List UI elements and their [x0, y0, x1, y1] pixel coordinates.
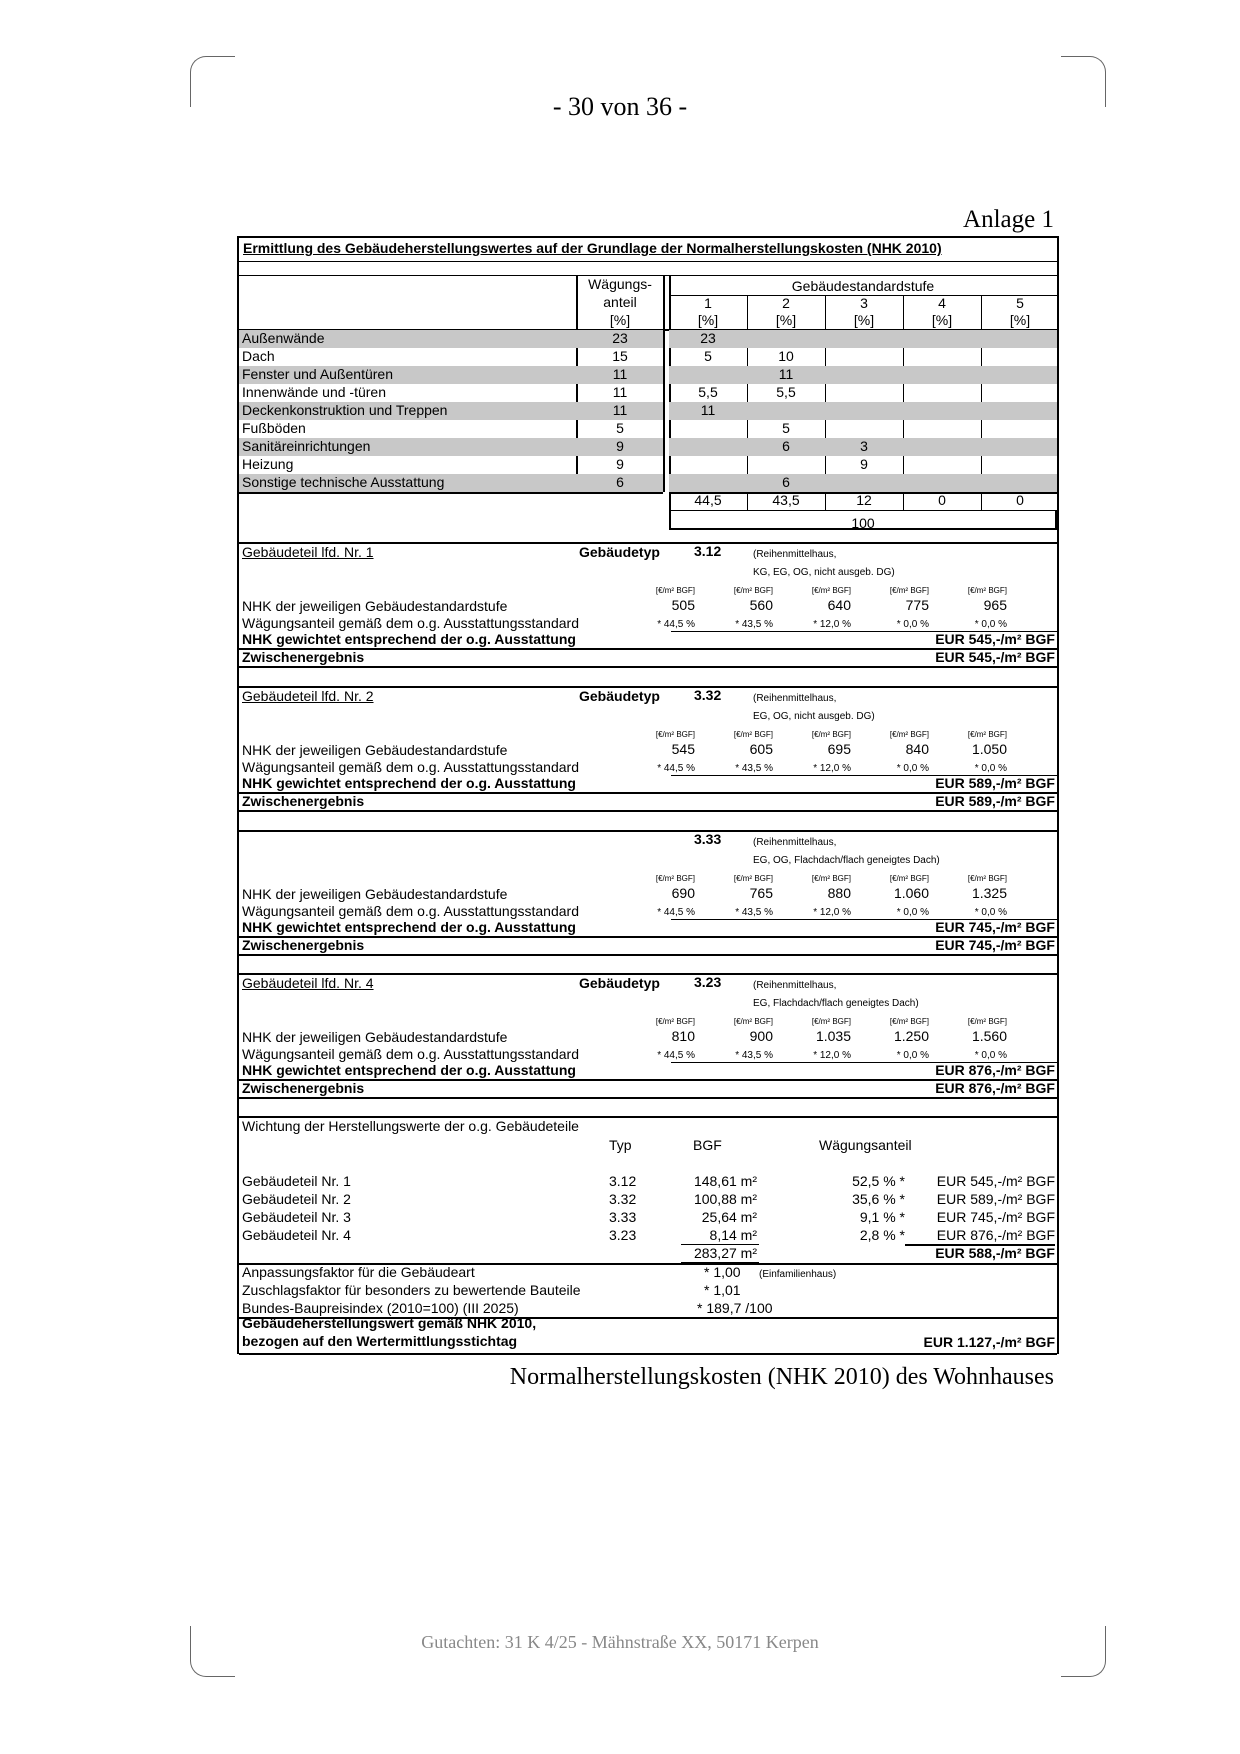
component-weight: 9	[616, 438, 624, 454]
unit-label: [€/m² BGF]	[967, 1017, 1007, 1026]
weighted-row-label: NHK gewichtet entsprechend der o.g. Ausstattung	[242, 775, 576, 791]
component-name: Deckenkonstruktion und Treppen	[242, 402, 448, 418]
unit-label: [€/m² BGF]	[811, 586, 851, 595]
weighted-value: EUR 589,-/m² BGF	[935, 775, 1055, 791]
interim-value: EUR 589,-/m² BGF	[935, 793, 1055, 809]
page-number: - 30 von 36 -	[552, 92, 688, 121]
weight-value: * 12,0 %	[813, 763, 851, 774]
unit-label: [€/m² BGF]	[967, 874, 1007, 883]
component-value: 11	[700, 402, 716, 418]
summary-row-name: Gebäudeteil Nr. 1	[242, 1173, 351, 1189]
component-name: Außenwände	[242, 330, 325, 346]
building-type-description: KG, EG, OG, nicht ausgeb. DG)	[753, 567, 895, 578]
nhk-value: 545	[671, 741, 695, 757]
summary-col-bgf: BGF	[693, 1137, 722, 1153]
component-weight: 11	[612, 402, 628, 418]
nhk-value: 695	[827, 741, 851, 757]
part-label: Gebäudeteil lfd. Nr. 4	[242, 975, 374, 991]
weight-value: * 0,0 %	[896, 907, 929, 918]
nhk-value: 1.325	[971, 885, 1007, 901]
component-weight: 5	[616, 420, 624, 436]
summary-row-type: 3.12	[609, 1173, 637, 1189]
nhk-value: 765	[749, 885, 773, 901]
annex-label: Anlage 1	[963, 206, 1054, 233]
row-shading	[669, 366, 1057, 384]
table-title: Ermittlung des Gebäudeherstellungswertes auf der Grundlage der Normalherstellungskosten (NHK 2010)	[243, 240, 942, 256]
unit-label: [€/m² BGF]	[655, 586, 695, 595]
unit-label: [€/m² BGF]	[733, 874, 773, 883]
bgf-total: 283,27 m²	[693, 1245, 757, 1261]
level-unit-5: [%]	[1009, 312, 1031, 328]
weight-value: * 44,5 %	[657, 907, 695, 918]
standard-header: Gebäudestandardstufe	[791, 278, 935, 294]
nhk-value: 1.050	[971, 741, 1007, 757]
factor-note: (Einfamilienhaus)	[759, 1269, 837, 1280]
weight-value: * 0,0 %	[974, 619, 1007, 630]
interim-value: EUR 545,-/m² BGF	[935, 649, 1055, 665]
nhk-value: 775	[905, 597, 929, 613]
building-type-description: (Reihenmittelhaus,	[753, 837, 837, 848]
nhk-value: 1.060	[893, 885, 929, 901]
component-weight: 9	[616, 456, 624, 472]
nhk-value: 1.560	[971, 1028, 1007, 1044]
nhk-value: 1.035	[815, 1028, 851, 1044]
interim-row-label: Zwischenergebnis	[242, 649, 365, 665]
summary-row-value: EUR 589,-/m² BGF	[936, 1191, 1055, 1207]
level-unit-3: [%]	[853, 312, 875, 328]
factor-label: Bundes-Baupreisindex (2010=100) (III 2025)	[242, 1300, 519, 1316]
summary-row-weight: 2,8 % *	[859, 1227, 905, 1243]
weight-value: * 43,5 %	[735, 763, 773, 774]
component-weight: 23	[612, 330, 628, 346]
summary-row-bgf: 148,61 m²	[693, 1173, 757, 1189]
summary-row-bgf: 100,88 m²	[693, 1191, 757, 1207]
factor-value: * 1,00	[704, 1264, 741, 1280]
summary-row-bgf: 25,64 m²	[701, 1209, 757, 1225]
unit-label: [€/m² BGF]	[655, 874, 695, 883]
unit-label: [€/m² BGF]	[889, 874, 929, 883]
divider	[239, 492, 663, 494]
weight-value: * 44,5 %	[657, 1050, 695, 1061]
component-weight: 15	[612, 348, 628, 364]
divider	[669, 510, 1057, 511]
summary-row-type: 3.32	[609, 1191, 637, 1207]
weight-row-label: Wägungsanteil gemäß dem o.g. Ausstattungsstandard	[242, 759, 579, 775]
weight-value: * 0,0 %	[896, 1050, 929, 1061]
divider	[663, 275, 665, 492]
divider	[239, 1097, 1057, 1099]
summary-row-value: EUR 545,-/m² BGF	[936, 1173, 1055, 1189]
weight-value: * 43,5 %	[735, 619, 773, 630]
weight-value: * 0,0 %	[896, 619, 929, 630]
divider	[239, 810, 1057, 812]
nhk-value: 880	[827, 885, 851, 901]
weight-header-line1: Wägungs-	[588, 276, 652, 292]
nhk-value: 840	[905, 741, 929, 757]
unit-label: [€/m² BGF]	[733, 730, 773, 739]
summary-row-weight: 35,6 % *	[852, 1191, 905, 1207]
component-value: 6	[782, 474, 790, 490]
component-value: 9	[860, 456, 868, 472]
interim-value: EUR 876,-/m² BGF	[935, 1080, 1055, 1096]
building-type-code: 3.12	[694, 543, 722, 559]
interim-row-label: Zwischenergebnis	[242, 1080, 365, 1096]
building-type-code: 3.32	[694, 687, 722, 703]
divider	[239, 954, 1057, 956]
interim-row-label: Zwischenergebnis	[242, 793, 365, 809]
nhk-value: 505	[671, 597, 695, 613]
nhk-value: 560	[749, 597, 773, 613]
summary-col-type: Typ	[609, 1137, 632, 1153]
summary-row-name: Gebäudeteil Nr. 2	[242, 1191, 351, 1207]
summary-title: Wichtung der Herstellungswerte der o.g. Gebäudeteile	[242, 1118, 579, 1134]
factor-value: * 1,01	[704, 1282, 741, 1298]
component-value: 11	[778, 366, 794, 382]
unit-label: [€/m² BGF]	[733, 1017, 773, 1026]
weight-value: * 44,5 %	[657, 619, 695, 630]
building-type-description: (Reihenmittelhaus,	[753, 693, 837, 704]
component-value: 6	[782, 438, 790, 454]
summary-row-type: 3.23	[609, 1227, 637, 1243]
level-header-3: 3	[860, 295, 868, 311]
weighted-value: EUR 545,-/m² BGF	[935, 631, 1055, 647]
part-label: Gebäudeteil lfd. Nr. 2	[242, 688, 374, 704]
weight-value: * 43,5 %	[735, 907, 773, 918]
building-type-description: EG, OG, nicht ausgeb. DG)	[753, 711, 875, 722]
nhk-row-label: NHK der jeweiligen Gebäudestandardstufe	[242, 742, 508, 758]
part-label: Gebäudeteil lfd. Nr. 1	[242, 544, 374, 560]
summary-row-weight: 9,1 % *	[859, 1209, 905, 1225]
level-header-4: 4	[938, 295, 946, 311]
weight-value: * 0,0 %	[974, 1050, 1007, 1061]
nhk-row-label: NHK der jeweiligen Gebäudestandardstufe	[242, 886, 508, 902]
component-value: 23	[700, 330, 716, 346]
nhk-calculation-sheet	[237, 236, 1059, 1354]
unit-label: [€/m² BGF]	[889, 1017, 929, 1026]
component-value: 5	[704, 348, 712, 364]
unit-label: [€/m² BGF]	[733, 586, 773, 595]
level-header-5: 5	[1016, 295, 1024, 311]
result-value: EUR 1.127,-/m² BGF	[923, 1334, 1055, 1350]
weight-row-label: Wägungsanteil gemäß dem o.g. Ausstattungsstandard	[242, 903, 579, 919]
result-label: bezogen auf den Wertermittlungsstichtag	[242, 1333, 518, 1349]
unit-label: [€/m² BGF]	[889, 730, 929, 739]
nhk-value: 900	[749, 1028, 773, 1044]
weight-value: * 43,5 %	[735, 1050, 773, 1061]
weight-value: * 0,0 %	[896, 763, 929, 774]
interim-row-label: Zwischenergebnis	[242, 937, 365, 953]
summary-row-name: Gebäudeteil Nr. 3	[242, 1209, 351, 1225]
weighted-row-label: NHK gewichtet entsprechend der o.g. Ausstattung	[242, 631, 576, 647]
weighted-row-label: NHK gewichtet entsprechend der o.g. Ausstattung	[242, 919, 576, 935]
nhk-row-label: NHK der jeweiligen Gebäudestandardstufe	[242, 598, 508, 614]
weight-row-label: Wägungsanteil gemäß dem o.g. Ausstattungsstandard	[242, 615, 579, 631]
component-name: Sonstige technische Ausstattung	[242, 474, 445, 490]
divider	[239, 1353, 1057, 1355]
nhk-value: 810	[671, 1028, 695, 1044]
component-name: Fußböden	[242, 420, 306, 436]
level-header-2: 2	[782, 295, 790, 311]
unit-label: [€/m² BGF]	[967, 586, 1007, 595]
component-name: Dach	[242, 348, 275, 364]
building-type-description: (Reihenmittelhaus,	[753, 549, 837, 560]
weight-row-label: Wägungsanteil gemäß dem o.g. Ausstattungsstandard	[242, 1046, 579, 1062]
level-sum: 0	[938, 492, 946, 508]
summary-row-weight: 52,5 % *	[852, 1173, 905, 1189]
nhk-value: 605	[749, 741, 773, 757]
summary-row-type: 3.33	[609, 1209, 637, 1225]
component-weight: 11	[612, 366, 628, 382]
nhk-value: 640	[827, 597, 851, 613]
summary-row-value: EUR 745,-/m² BGF	[936, 1209, 1055, 1225]
building-type-code: 3.33	[694, 831, 722, 847]
level-sum: 12	[856, 492, 872, 508]
total-weight: 100	[851, 515, 875, 531]
divider	[239, 261, 1057, 262]
building-type-code: 3.23	[694, 974, 722, 990]
result-label: Gebäudeherstellungswert gemäß NHK 2010,	[242, 1315, 537, 1331]
unit-label: [€/m² BGF]	[889, 586, 929, 595]
nhk-row-label: NHK der jeweiligen Gebäudestandardstufe	[242, 1029, 508, 1045]
component-value: 3	[860, 438, 868, 454]
component-value: 5,5	[698, 384, 718, 400]
component-name: Innenwände und -türen	[242, 384, 386, 400]
weighted-row-label: NHK gewichtet entsprechend der o.g. Ausstattung	[242, 1062, 576, 1078]
nhk-value: 1.250	[893, 1028, 929, 1044]
component-weight: 11	[612, 384, 628, 400]
nhk-value: 965	[983, 597, 1007, 613]
summary-row-bgf: 8,14 m²	[709, 1227, 757, 1243]
divider	[239, 830, 1057, 832]
building-type-label: Gebäudetyp	[579, 975, 660, 991]
level-unit-4: [%]	[931, 312, 953, 328]
factor-label: Zuschlagsfaktor für besonders zu bewertende Bauteile	[242, 1282, 581, 1298]
summary-col-weight: Wägungsanteil	[819, 1137, 912, 1153]
summary-row-name: Gebäudeteil Nr. 4	[242, 1227, 351, 1243]
component-value: 10	[778, 348, 794, 364]
component-name: Fenster und Außentüren	[242, 366, 393, 382]
divider	[239, 666, 1057, 668]
level-sum: 44,5	[694, 492, 722, 508]
level-header-1: 1	[704, 295, 712, 311]
weight-value: * 12,0 %	[813, 1050, 851, 1061]
interim-value: EUR 745,-/m² BGF	[935, 937, 1055, 953]
unit-label: [€/m² BGF]	[811, 874, 851, 883]
row-shading	[669, 474, 1057, 492]
weight-header-line2: anteil	[603, 294, 637, 310]
building-type-description: (Reihenmittelhaus,	[753, 980, 837, 991]
building-type-label: Gebäudetyp	[579, 688, 660, 704]
weight-value: * 0,0 %	[974, 907, 1007, 918]
weight-header-line3: [%]	[609, 312, 631, 328]
weight-value: * 44,5 %	[657, 763, 695, 774]
building-type-description: EG, OG, Flachdach/flach geneigtes Dach)	[753, 855, 940, 866]
page-footer: Gutachten: 31 K 4/25 - Mähnstraße XX, 50171 Kerpen	[421, 1632, 819, 1652]
nhk-value: 690	[671, 885, 695, 901]
building-type-description: EG, Flachdach/flach geneigtes Dach)	[753, 998, 919, 1009]
summary-row-value: EUR 876,-/m² BGF	[936, 1227, 1055, 1243]
component-value: 5	[782, 420, 790, 436]
weighted-value: EUR 745,-/m² BGF	[935, 919, 1055, 935]
component-weight: 6	[616, 474, 624, 490]
unit-label: [€/m² BGF]	[811, 730, 851, 739]
weight-value: * 12,0 %	[813, 619, 851, 630]
factor-value: * 189,7 /100	[697, 1300, 773, 1316]
weighted-value: EUR 876,-/m² BGF	[935, 1062, 1055, 1078]
level-sum: 43,5	[772, 492, 800, 508]
unit-label: [€/m² BGF]	[811, 1017, 851, 1026]
figure-caption: Normalherstellungskosten (NHK 2010) des Wohnhauses	[509, 1364, 1054, 1390]
unit-label: [€/m² BGF]	[655, 730, 695, 739]
level-unit-1: [%]	[697, 312, 719, 328]
component-value: 5,5	[776, 384, 796, 400]
weight-value: * 12,0 %	[813, 907, 851, 918]
unit-label: [€/m² BGF]	[655, 1017, 695, 1026]
component-name: Heizung	[242, 456, 294, 472]
value-total: EUR 588,-/m² BGF	[935, 1245, 1055, 1261]
level-unit-2: [%]	[775, 312, 797, 328]
component-name: Sanitäreinrichtungen	[242, 438, 371, 454]
weight-value: * 0,0 %	[974, 763, 1007, 774]
level-sum: 0	[1016, 492, 1024, 508]
building-type-label: Gebäudetyp	[579, 544, 660, 560]
factor-label: Anpassungsfaktor für die Gebäudeart	[242, 1264, 475, 1280]
unit-label: [€/m² BGF]	[967, 730, 1007, 739]
